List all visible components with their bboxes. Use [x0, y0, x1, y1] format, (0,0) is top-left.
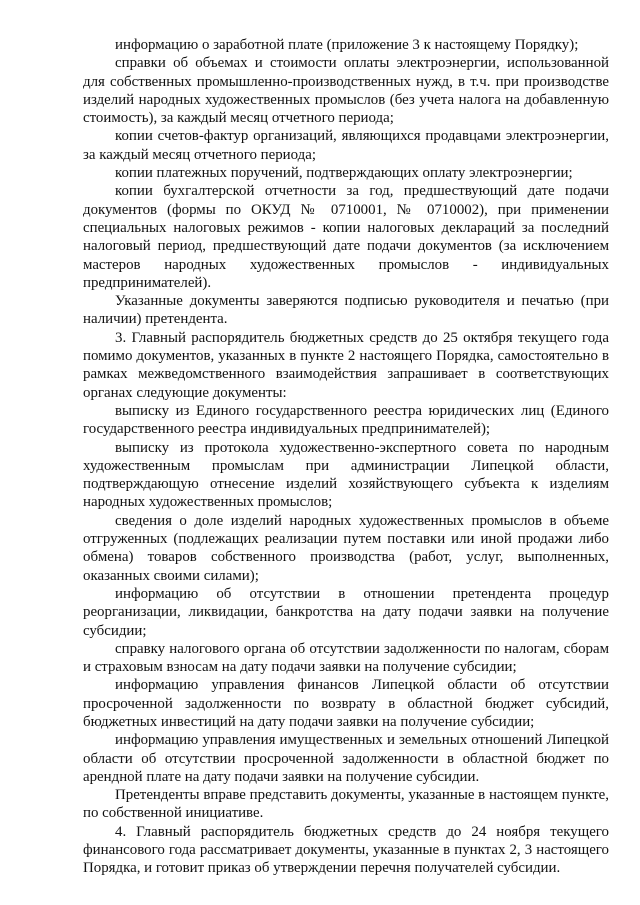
paragraph: копии платежных поручений, подтверждающих оплату электроэнергии; [115, 165, 573, 182]
document-page [83, 36, 609, 878]
paragraph: выписку из протокола художественно-экспертного совета по народным художественным промыслам при администрации Липецкой области, подтверждающую отнесение изделий хозяйствующего субъекта к изделиям народных художественных промыслов; [83, 439, 609, 511]
paragraph: справку налогового органа об отсутствии задолженности по налогам, сборам и страховым взносам на дату подачи заявки на получение субсидии; [83, 640, 609, 676]
paragraph: 4. Главный распорядитель бюджетных средств до 24 ноября текущего финансового года рассматривает документы, указанные в пунктах 2, 3 настоящего Порядка, и готовит приказ об утверждении перечня получателей субсидии. [83, 823, 609, 877]
paragraph: Указанные документы заверяются подписью руководителя и печатью (при наличии) претендента. [83, 293, 609, 328]
paragraph: информацию о заработной плате (приложение 3 к настоящему Порядку); [115, 37, 579, 53]
paragraph: сведения о доле изделий народных художественных промыслов в объеме отгруженных (подлежащих реализации путем поставки или иной продажи либо обмена) товаров собственного производства (работ, услуг, выполненных, оказанных своими силами); [83, 512, 609, 584]
paragraph: 3. Главный распорядитель бюджетных средств до 25 октября текущего года помимо документов, указанных в пункте 2 настоящего Порядка, самостоятельно в рамках межведомственного взаимодействия запрашивает в соответствующих органах следующие документы: [83, 329, 609, 401]
paragraph: информацию об отсутствии в отношении претендента процедур реорганизации, ликвидации, банкротства на дату подачи заявки на получение субсидии; [83, 585, 609, 639]
paragraph: информацию управления финансов Липецкой области об отсутствии просроченной задолженности по возврату в областной бюджет субсидий, бюджетных инвестиций на дату подачи заявки на получение субсидии; [83, 677, 609, 730]
paragraph: выписку из Единого государственного реестра юридических лиц (Единого государственного реестра индивидуальных предпринимателей); [83, 402, 609, 438]
paragraph: копии бухгалтерской отчетности за год, предшествующий дате подачи документов (формы по ОКУД № 0710001, № 0710002), при применении специальных налоговых режимов - копии налоговых деклараций за последний налоговый период, предшествующий дате подачи документов (за исключением мастеров народных художественных промыслов - индивидуальных предпринимателей). [83, 183, 609, 291]
paragraph: копии счетов-фактур организаций, являющихся продавцами электроэнергии, за каждый месяц отчетного периода; [83, 128, 609, 163]
paragraph: информацию управления имущественных и земельных отношений Липецкой области об отсутствии просроченной задолженности в областной бюджет по арендной плате на дату подачи заявки на получение субсидии. [83, 732, 609, 785]
paragraph: справки об объемах и стоимости оплаты электроэнергии, использованной для собственных промышленно-производственных нужд, в т.ч. при производстве изделий народных художественных промыслов (без учета налога на добавленную стоимость), за каждый месяц отчетного периода; [83, 55, 609, 127]
paragraph: Претенденты вправе представить документы, указанные в настоящем пункте, по собственной инициативе. [83, 787, 609, 822]
